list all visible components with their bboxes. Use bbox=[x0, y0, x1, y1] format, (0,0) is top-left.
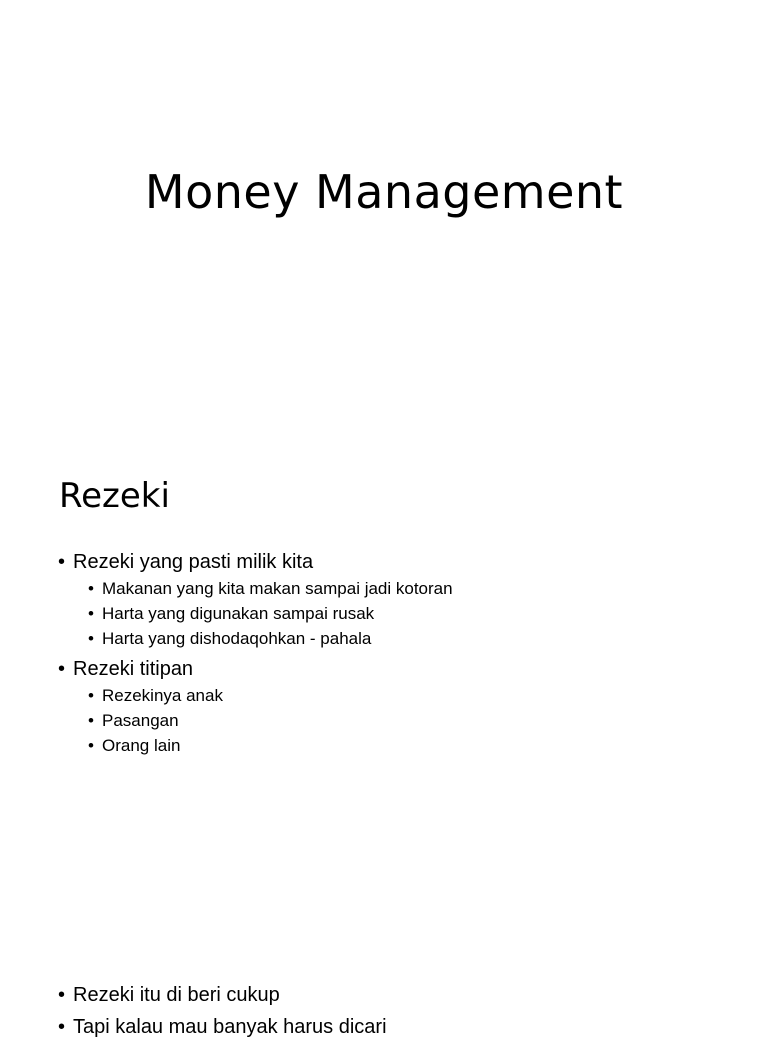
bullet-text: Rezeki yang pasti milik kita bbox=[73, 551, 314, 573]
bullet-item bbox=[58, 655, 738, 758]
rezeki-slide bbox=[0, 420, 768, 940]
bullet-item bbox=[58, 548, 738, 651]
slide-heading: Rezeki bbox=[59, 476, 170, 516]
presentation-title: Money Management bbox=[144, 165, 624, 219]
bullet-item: • Tapi kalau mau banyak harus dicari bbox=[58, 1013, 738, 1041]
sub-bullet-item: • Harta yang digunakan sampai rusak bbox=[88, 601, 738, 626]
sub-bullet-item: • Harta yang dishodaqohkan - pahala bbox=[88, 626, 738, 651]
sub-bullet-item: • Makanan yang kita makan sampai jadi kotoran bbox=[88, 576, 738, 601]
title-slide bbox=[0, 0, 768, 420]
bullet-text: Rezeki titipan bbox=[73, 658, 194, 680]
cukup-slide bbox=[0, 940, 768, 1038]
sub-bullet-item: • Rezekinya anak bbox=[88, 683, 738, 708]
bullet-list bbox=[58, 548, 738, 762]
sub-bullet-list bbox=[73, 683, 738, 758]
bullet-list bbox=[58, 981, 738, 1045]
bullet-item: • Rezeki itu di beri cukup bbox=[58, 981, 738, 1009]
sub-bullet-item: • Orang lain bbox=[88, 733, 738, 758]
sub-bullet-item: • Pasangan bbox=[88, 708, 738, 733]
sub-bullet-list bbox=[73, 576, 738, 651]
